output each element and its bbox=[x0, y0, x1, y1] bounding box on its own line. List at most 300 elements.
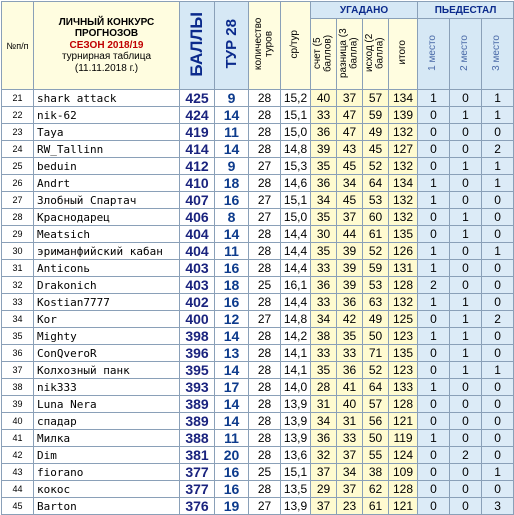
average-per-tour: 14,2 bbox=[281, 328, 311, 345]
exact-score-count: 34 bbox=[311, 192, 337, 209]
col-outcome-header: исход (2 балла) bbox=[363, 19, 389, 90]
tour-points: 14 bbox=[215, 396, 249, 413]
guessed-total: 123 bbox=[389, 328, 418, 345]
exact-score-count: 31 bbox=[311, 396, 337, 413]
points: 404 bbox=[180, 226, 215, 243]
place1-count: 0 bbox=[418, 396, 450, 413]
table-title bbox=[34, 2, 180, 90]
outcome-count: 61 bbox=[363, 226, 389, 243]
outcome-count: 64 bbox=[363, 379, 389, 396]
place2-count: 0 bbox=[450, 192, 482, 209]
tours-count: 28 bbox=[249, 124, 281, 141]
points: 389 bbox=[180, 396, 215, 413]
table-row bbox=[2, 379, 514, 396]
place3-count: 0 bbox=[482, 124, 514, 141]
points: 407 bbox=[180, 192, 215, 209]
row-number: 38 bbox=[2, 379, 34, 396]
points: 412 bbox=[180, 158, 215, 175]
place3-count: 0 bbox=[482, 294, 514, 311]
participant-name: Barton bbox=[34, 498, 180, 515]
place2-count: 0 bbox=[450, 90, 482, 107]
place1-count: 1 bbox=[418, 379, 450, 396]
place1-count: 0 bbox=[418, 158, 450, 175]
guessed-total: 135 bbox=[389, 226, 418, 243]
place1-count: 0 bbox=[418, 107, 450, 124]
exact-score-count: 36 bbox=[311, 430, 337, 447]
points: 377 bbox=[180, 464, 215, 481]
guessed-total: 131 bbox=[389, 260, 418, 277]
place2-count: 0 bbox=[450, 277, 482, 294]
guessed-total: 128 bbox=[389, 396, 418, 413]
points: 425 bbox=[180, 90, 215, 107]
exact-score-count: 39 bbox=[311, 141, 337, 158]
participant-name: Краснодарец bbox=[34, 209, 180, 226]
place2-count: 0 bbox=[450, 430, 482, 447]
difference-count: 45 bbox=[337, 158, 363, 175]
average-per-tour: 14,4 bbox=[281, 226, 311, 243]
place2-count: 1 bbox=[450, 209, 482, 226]
place1-count: 0 bbox=[418, 362, 450, 379]
place3-count: 0 bbox=[482, 277, 514, 294]
outcome-count: 62 bbox=[363, 481, 389, 498]
place3-count: 0 bbox=[482, 413, 514, 430]
table-row bbox=[2, 209, 514, 226]
subtitle-line-1: турнирная таблица bbox=[61, 51, 152, 63]
outcome-count: 59 bbox=[363, 260, 389, 277]
col-place2-header: 2 место bbox=[450, 19, 482, 90]
points: 403 bbox=[180, 277, 215, 294]
guessed-total: 121 bbox=[389, 498, 418, 515]
outcome-count: 61 bbox=[363, 498, 389, 515]
table-row bbox=[2, 226, 514, 243]
exact-score-count: 36 bbox=[311, 277, 337, 294]
guessed-total: 128 bbox=[389, 277, 418, 294]
tours-count: 28 bbox=[249, 430, 281, 447]
place2-count: 0 bbox=[450, 464, 482, 481]
place1-count: 1 bbox=[418, 260, 450, 277]
tours-count: 27 bbox=[249, 158, 281, 175]
difference-count: 43 bbox=[337, 141, 363, 158]
tour-points: 11 bbox=[215, 124, 249, 141]
average-per-tour: 15,1 bbox=[281, 107, 311, 124]
difference-count: 37 bbox=[337, 90, 363, 107]
exact-score-count: 33 bbox=[311, 107, 337, 124]
exact-score-count: 37 bbox=[311, 464, 337, 481]
participant-name: Kostian7777 bbox=[34, 294, 180, 311]
col-place1-header: 1 место bbox=[418, 19, 450, 90]
place3-count: 0 bbox=[482, 226, 514, 243]
table-row bbox=[2, 396, 514, 413]
outcome-count: 53 bbox=[363, 277, 389, 294]
difference-count: 37 bbox=[337, 481, 363, 498]
row-number: 41 bbox=[2, 430, 34, 447]
title-line-2: ПРОГНОЗОВ bbox=[74, 28, 139, 40]
row-number: 23 bbox=[2, 124, 34, 141]
exact-score-count: 35 bbox=[311, 158, 337, 175]
place1-count: 2 bbox=[418, 277, 450, 294]
col-place3-header: 3 место bbox=[482, 19, 514, 90]
place3-count: 1 bbox=[482, 464, 514, 481]
place1-count: 1 bbox=[418, 175, 450, 192]
place1-count: 1 bbox=[418, 430, 450, 447]
place3-count: 1 bbox=[482, 175, 514, 192]
exact-score-count: 38 bbox=[311, 328, 337, 345]
table-row bbox=[2, 481, 514, 498]
guessed-total: 125 bbox=[389, 311, 418, 328]
row-number: 22 bbox=[2, 107, 34, 124]
outcome-count: 55 bbox=[363, 447, 389, 464]
average-per-tour: 15,3 bbox=[281, 158, 311, 175]
tours-count: 27 bbox=[249, 192, 281, 209]
exact-score-count: 28 bbox=[311, 379, 337, 396]
points: 419 bbox=[180, 124, 215, 141]
col-diff-header: разница (3 балла) bbox=[337, 19, 363, 90]
place1-count: 0 bbox=[418, 226, 450, 243]
points: 414 bbox=[180, 141, 215, 158]
row-number: 25 bbox=[2, 158, 34, 175]
row-number: 34 bbox=[2, 311, 34, 328]
participant-name: Dim bbox=[34, 447, 180, 464]
standings-table bbox=[1, 1, 514, 515]
row-number: 45 bbox=[2, 498, 34, 515]
tours-count: 27 bbox=[249, 209, 281, 226]
difference-count: 39 bbox=[337, 277, 363, 294]
guessed-total: 134 bbox=[389, 90, 418, 107]
table-row bbox=[2, 311, 514, 328]
exact-score-count: 30 bbox=[311, 226, 337, 243]
exact-score-count: 37 bbox=[311, 498, 337, 515]
average-per-tour: 14,1 bbox=[281, 362, 311, 379]
row-number: 24 bbox=[2, 141, 34, 158]
row-number: 26 bbox=[2, 175, 34, 192]
title-line-1: ЛИЧНЫЙ КОНКУРС bbox=[58, 16, 155, 28]
participant-name: кокос bbox=[34, 481, 180, 498]
place3-count: 0 bbox=[482, 481, 514, 498]
tour-points: 14 bbox=[215, 226, 249, 243]
tours-count: 27 bbox=[249, 311, 281, 328]
average-per-tour: 15,0 bbox=[281, 209, 311, 226]
exact-score-count: 35 bbox=[311, 243, 337, 260]
place3-count: 1 bbox=[482, 90, 514, 107]
place1-count: 0 bbox=[418, 209, 450, 226]
place3-count: 0 bbox=[482, 192, 514, 209]
table-row bbox=[2, 175, 514, 192]
difference-count: 40 bbox=[337, 396, 363, 413]
tours-count: 28 bbox=[249, 362, 281, 379]
guessed-total: 134 bbox=[389, 175, 418, 192]
participant-name: Taya bbox=[34, 124, 180, 141]
participant-name: nik-62 bbox=[34, 107, 180, 124]
tour-points: 12 bbox=[215, 311, 249, 328]
average-per-tour: 13,6 bbox=[281, 447, 311, 464]
row-number: 40 bbox=[2, 413, 34, 430]
tour-points: 11 bbox=[215, 243, 249, 260]
average-per-tour: 14,4 bbox=[281, 294, 311, 311]
subtitle-line-2: (11.11.2018 г.) bbox=[74, 62, 139, 74]
place3-count: 2 bbox=[482, 141, 514, 158]
exact-score-count: 29 bbox=[311, 481, 337, 498]
average-per-tour: 16,1 bbox=[281, 277, 311, 294]
place1-count: 1 bbox=[418, 294, 450, 311]
exact-score-count: 33 bbox=[311, 260, 337, 277]
participant-name: Mighty bbox=[34, 328, 180, 345]
guessed-total: 132 bbox=[389, 158, 418, 175]
difference-count: 42 bbox=[337, 311, 363, 328]
difference-count: 44 bbox=[337, 226, 363, 243]
participant-name: Meatsich bbox=[34, 226, 180, 243]
average-per-tour: 13,9 bbox=[281, 396, 311, 413]
tour-points: 16 bbox=[215, 294, 249, 311]
tours-count: 28 bbox=[249, 345, 281, 362]
table-row bbox=[2, 243, 514, 260]
row-number: 30 bbox=[2, 243, 34, 260]
points: 376 bbox=[180, 498, 215, 515]
participant-name: Злобный Спартач bbox=[34, 192, 180, 209]
place1-count: 1 bbox=[418, 243, 450, 260]
outcome-count: 49 bbox=[363, 124, 389, 141]
row-number: 39 bbox=[2, 396, 34, 413]
points: 404 bbox=[180, 243, 215, 260]
col-avg-header: ср/тур bbox=[281, 2, 311, 90]
difference-count: 47 bbox=[337, 124, 363, 141]
place1-count: 0 bbox=[418, 481, 450, 498]
col-points-header: БАЛЛЫ bbox=[180, 2, 215, 90]
outcome-count: 59 bbox=[363, 107, 389, 124]
average-per-tour: 15,1 bbox=[281, 464, 311, 481]
exact-score-count: 36 bbox=[311, 175, 337, 192]
place1-count: 1 bbox=[418, 90, 450, 107]
participant-name: ConQveroR bbox=[34, 345, 180, 362]
points: 381 bbox=[180, 447, 215, 464]
tours-count: 27 bbox=[249, 498, 281, 515]
tour-points: 18 bbox=[215, 277, 249, 294]
row-number: 44 bbox=[2, 481, 34, 498]
tour-points: 11 bbox=[215, 430, 249, 447]
outcome-count: 56 bbox=[363, 413, 389, 430]
guessed-total: 121 bbox=[389, 413, 418, 430]
place2-count: 0 bbox=[450, 175, 482, 192]
place3-count: 0 bbox=[482, 328, 514, 345]
guessed-total: 127 bbox=[389, 141, 418, 158]
col-total-header: итого bbox=[389, 19, 418, 90]
difference-count: 37 bbox=[337, 209, 363, 226]
guessed-total: 139 bbox=[389, 107, 418, 124]
table-row bbox=[2, 328, 514, 345]
outcome-count: 53 bbox=[363, 192, 389, 209]
guessed-total: 132 bbox=[389, 294, 418, 311]
place1-count: 0 bbox=[418, 498, 450, 515]
tours-count: 28 bbox=[249, 447, 281, 464]
average-per-tour: 14,4 bbox=[281, 243, 311, 260]
place2-count: 1 bbox=[450, 107, 482, 124]
participant-name: Drakonich bbox=[34, 277, 180, 294]
row-number: 28 bbox=[2, 209, 34, 226]
participant-name: эриманфийский кабан bbox=[34, 243, 180, 260]
difference-count: 35 bbox=[337, 328, 363, 345]
col-tours-count-header: количество туров bbox=[249, 2, 281, 90]
tours-count: 28 bbox=[249, 107, 281, 124]
outcome-count: 60 bbox=[363, 209, 389, 226]
difference-count: 41 bbox=[337, 379, 363, 396]
points: 389 bbox=[180, 413, 215, 430]
table-row bbox=[2, 498, 514, 515]
tour-points: 16 bbox=[215, 464, 249, 481]
points: 402 bbox=[180, 294, 215, 311]
difference-count: 39 bbox=[337, 243, 363, 260]
average-per-tour: 14,0 bbox=[281, 379, 311, 396]
table-row bbox=[2, 362, 514, 379]
participant-name: shark attack bbox=[34, 90, 180, 107]
tours-count: 28 bbox=[249, 396, 281, 413]
place2-count: 0 bbox=[450, 498, 482, 515]
difference-count: 39 bbox=[337, 260, 363, 277]
row-number: 21 bbox=[2, 90, 34, 107]
guessed-total: 128 bbox=[389, 481, 418, 498]
place2-count: 1 bbox=[450, 328, 482, 345]
place1-count: 0 bbox=[418, 124, 450, 141]
points: 393 bbox=[180, 379, 215, 396]
guessed-total: 126 bbox=[389, 243, 418, 260]
tour-points: 9 bbox=[215, 158, 249, 175]
exact-score-count: 32 bbox=[311, 447, 337, 464]
outcome-count: 50 bbox=[363, 430, 389, 447]
place2-count: 1 bbox=[450, 158, 482, 175]
average-per-tour: 15,2 bbox=[281, 90, 311, 107]
place1-count: 0 bbox=[418, 413, 450, 430]
tour-points: 9 bbox=[215, 90, 249, 107]
difference-count: 37 bbox=[337, 447, 363, 464]
place1-count: 1 bbox=[418, 192, 450, 209]
place2-count: 1 bbox=[450, 294, 482, 311]
guessed-total: 132 bbox=[389, 209, 418, 226]
difference-count: 45 bbox=[337, 192, 363, 209]
average-per-tour: 14,8 bbox=[281, 141, 311, 158]
exact-score-count: 33 bbox=[311, 345, 337, 362]
tour-points: 14 bbox=[215, 141, 249, 158]
difference-count: 36 bbox=[337, 294, 363, 311]
place1-count: 0 bbox=[418, 345, 450, 362]
difference-count: 34 bbox=[337, 175, 363, 192]
place2-count: 0 bbox=[450, 260, 482, 277]
tour-points: 14 bbox=[215, 107, 249, 124]
place2-count: 0 bbox=[450, 141, 482, 158]
col-num-header: №п/п bbox=[2, 2, 34, 90]
participant-name: RW_Tallinn bbox=[34, 141, 180, 158]
points: 388 bbox=[180, 430, 215, 447]
place2-count: 2 bbox=[450, 447, 482, 464]
participant-name: спадар bbox=[34, 413, 180, 430]
group-guessed-header: УГАДАНО bbox=[311, 2, 418, 19]
place2-count: 1 bbox=[450, 311, 482, 328]
place2-count: 0 bbox=[450, 124, 482, 141]
participant-name: Милка bbox=[34, 430, 180, 447]
exact-score-count: 34 bbox=[311, 413, 337, 430]
outcome-count: 57 bbox=[363, 90, 389, 107]
tour-points: 14 bbox=[215, 362, 249, 379]
place2-count: 0 bbox=[450, 396, 482, 413]
tours-count: 28 bbox=[249, 413, 281, 430]
participant-name: Luna Nera bbox=[34, 396, 180, 413]
tour-points: 16 bbox=[215, 481, 249, 498]
exact-score-count: 40 bbox=[311, 90, 337, 107]
place2-count: 1 bbox=[450, 362, 482, 379]
outcome-count: 64 bbox=[363, 175, 389, 192]
tour-points: 13 bbox=[215, 345, 249, 362]
participant-name: Andrt bbox=[34, 175, 180, 192]
place3-count: 1 bbox=[482, 243, 514, 260]
outcome-count: 52 bbox=[363, 362, 389, 379]
average-per-tour: 14,8 bbox=[281, 311, 311, 328]
points: 377 bbox=[180, 481, 215, 498]
tour-points: 19 bbox=[215, 498, 249, 515]
tours-count: 28 bbox=[249, 141, 281, 158]
col-tour-header: ТУР 28 bbox=[215, 2, 249, 90]
difference-count: 34 bbox=[337, 464, 363, 481]
table-row bbox=[2, 294, 514, 311]
guessed-total: 109 bbox=[389, 464, 418, 481]
standings-rows bbox=[2, 90, 514, 515]
row-number: 43 bbox=[2, 464, 34, 481]
place3-count: 0 bbox=[482, 396, 514, 413]
row-number: 42 bbox=[2, 447, 34, 464]
participant-name: Kor bbox=[34, 311, 180, 328]
row-number: 32 bbox=[2, 277, 34, 294]
col-exact-header: счет (5 баллов) bbox=[311, 19, 337, 90]
points: 410 bbox=[180, 175, 215, 192]
guessed-total: 132 bbox=[389, 192, 418, 209]
average-per-tour: 13,9 bbox=[281, 498, 311, 515]
tour-points: 8 bbox=[215, 209, 249, 226]
row-number: 37 bbox=[2, 362, 34, 379]
table-row bbox=[2, 158, 514, 175]
tour-points: 20 bbox=[215, 447, 249, 464]
guessed-total: 132 bbox=[389, 124, 418, 141]
tours-count: 28 bbox=[249, 90, 281, 107]
tours-count: 28 bbox=[249, 226, 281, 243]
table-row bbox=[2, 141, 514, 158]
table-row bbox=[2, 447, 514, 464]
outcome-count: 57 bbox=[363, 396, 389, 413]
exact-score-count: 34 bbox=[311, 311, 337, 328]
average-per-tour: 13,9 bbox=[281, 430, 311, 447]
guessed-total: 133 bbox=[389, 379, 418, 396]
place1-count: 0 bbox=[418, 464, 450, 481]
table-row bbox=[2, 464, 514, 481]
guessed-total: 119 bbox=[389, 430, 418, 447]
place3-count: 1 bbox=[482, 362, 514, 379]
place3-count: 2 bbox=[482, 311, 514, 328]
points: 406 bbox=[180, 209, 215, 226]
tours-count: 25 bbox=[249, 277, 281, 294]
outcome-count: 52 bbox=[363, 158, 389, 175]
place3-count: 1 bbox=[482, 158, 514, 175]
tour-points: 14 bbox=[215, 413, 249, 430]
table-row bbox=[2, 107, 514, 124]
guessed-total: 124 bbox=[389, 447, 418, 464]
average-per-tour: 14,6 bbox=[281, 175, 311, 192]
participant-name: nik333 bbox=[34, 379, 180, 396]
place2-count: 0 bbox=[450, 413, 482, 430]
difference-count: 33 bbox=[337, 345, 363, 362]
place2-count: 0 bbox=[450, 243, 482, 260]
tours-count: 28 bbox=[249, 294, 281, 311]
place2-count: 1 bbox=[450, 226, 482, 243]
table-row bbox=[2, 413, 514, 430]
place3-count: 3 bbox=[482, 498, 514, 515]
participant-name: Колхозный панк bbox=[34, 362, 180, 379]
exact-score-count: 33 bbox=[311, 294, 337, 311]
average-per-tour: 13,5 bbox=[281, 481, 311, 498]
